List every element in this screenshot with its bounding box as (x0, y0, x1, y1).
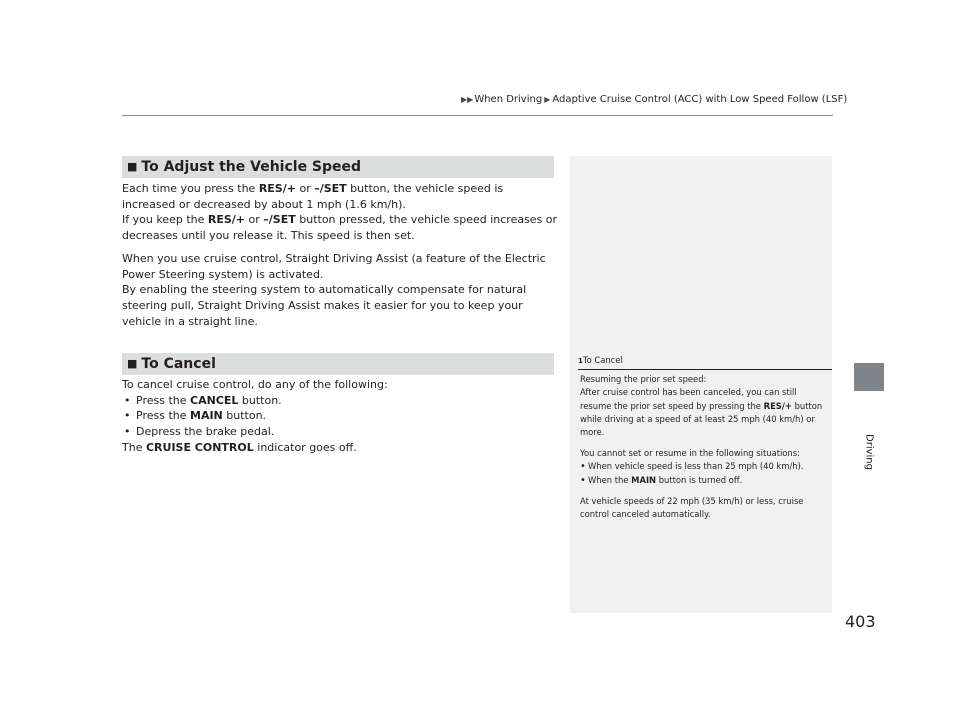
paragraph: Resuming the prior set speed: (580, 374, 707, 385)
list-item: • Press the CANCEL button. (122, 393, 558, 409)
paragraph: To cancel cruise control, do any of the following: (122, 378, 388, 391)
section-heading-text: To Adjust the Vehicle Speed (141, 159, 362, 175)
button-name: RES/+ (207, 213, 246, 227)
chapter-tab (854, 363, 884, 391)
button-name: MAIN (631, 474, 657, 485)
section-heading-text: To Cancel (141, 356, 216, 372)
cancel-body (122, 377, 558, 456)
paragraph: By enabling the steering system to automatically compensate for natural steering pull, Straight Driving Assist makes it easier for you to keep your vehicle in a straight line. (122, 283, 527, 328)
chapter-label (852, 422, 886, 482)
button-name: –/SET (263, 213, 296, 227)
breadcrumb (461, 94, 847, 105)
paragraph: At vehicle speeds of 22 mph (35 km/h) or less, cruise control canceled automatically. (580, 495, 804, 520)
list-item: • When the MAIN button is turned off. (580, 474, 826, 487)
cancel-list (122, 393, 558, 440)
section-heading-cancel (122, 353, 554, 375)
breadcrumb-part-2: Adaptive Cruise Control (ACC) with Low Speed Follow (LSF) (552, 94, 848, 105)
paragraph: When you use cruise control, Straight Driving Assist (a feature of the Electric Power Steering system) is activated. (122, 251, 546, 281)
list-item: • Depress the brake pedal. (122, 424, 558, 440)
list-item: • When vehicle speed is less than 25 mph (40 km/h). (580, 460, 826, 473)
chapter-label-text: Driving (863, 434, 875, 470)
breadcrumb-part-1: When Driving (474, 94, 543, 105)
note-list (580, 460, 826, 486)
list-item: • Press the MAIN button. (122, 408, 558, 424)
section-heading-adjust-speed (122, 156, 554, 178)
note-title: To Cancel (582, 355, 623, 365)
paragraph: After cruise control has been canceled, you can still resume the prior set speed by pressing the RES/+ button while driving at a speed of at least 25 mph (40 km/h) or more. (580, 387, 823, 438)
adjust-speed-body (122, 181, 558, 329)
arrow-icon: ▶ (544, 95, 551, 104)
button-name: MAIN (190, 409, 223, 423)
indicator-name: CRUISE CONTROL (145, 440, 254, 454)
paragraph: You cannot set or resume in the following situations: (580, 448, 800, 459)
paragraph: Each time you press the RES/+ or –/SET button, the vehicle speed is increased or decreased by about 1 mph (1.6 km/h). (122, 182, 504, 211)
side-note (578, 354, 832, 521)
paragraph: If you keep the RES/+ or –/SET button pressed, the vehicle speed increases or decreases until you release it. This speed is then set. (122, 213, 558, 243)
button-name: RES/+ (258, 182, 296, 195)
note-ref-number: 1 (578, 357, 583, 365)
page-number: 403 (845, 612, 876, 631)
paragraph: The CRUISE CONTROL indicator goes off. (122, 440, 357, 454)
square-bullet-icon: ■ (127, 357, 138, 370)
button-name: RES/+ (763, 400, 792, 411)
button-name: –/SET (314, 182, 347, 195)
header-rule (122, 115, 833, 116)
note-heading (578, 354, 832, 370)
note-body (578, 373, 832, 521)
double-arrow-icon: ▶▶ (461, 95, 474, 104)
button-name: CANCEL (190, 393, 239, 407)
square-bullet-icon: ■ (127, 160, 138, 173)
